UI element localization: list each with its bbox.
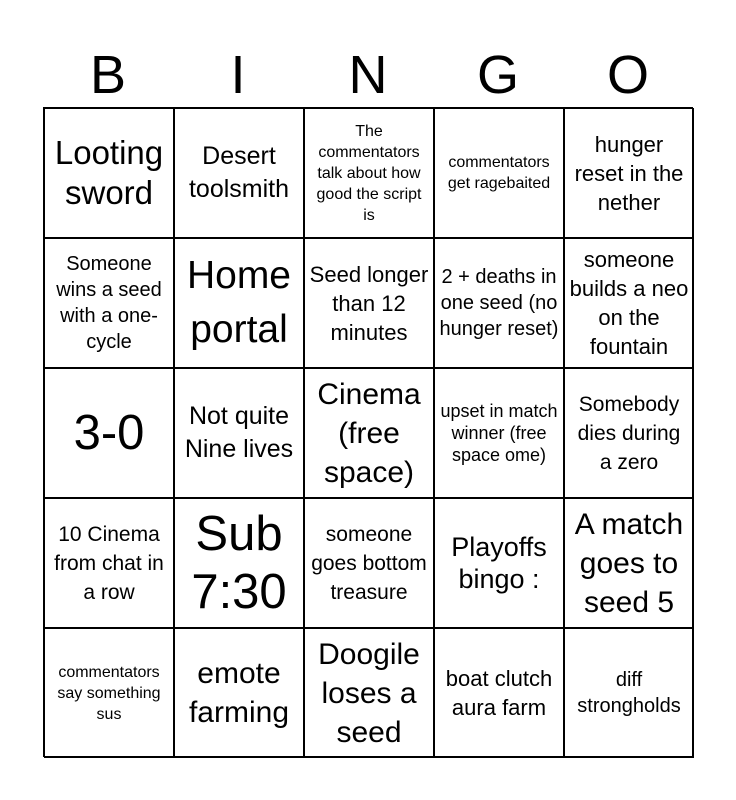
- cell-text: someone builds a neo on the fountain: [569, 247, 689, 359]
- cell-text: diff strongholds: [577, 669, 681, 717]
- bingo-header: [43, 40, 693, 110]
- bingo-cell[interactable]: [304, 628, 434, 758]
- cell-text: Playoffs bingo :: [451, 532, 547, 594]
- cell-text: Desert toolsmith: [188, 142, 290, 203]
- cell-text: Looting sword: [54, 134, 164, 211]
- bingo-cell[interactable]: [434, 238, 564, 368]
- header-letter-g: G: [476, 45, 519, 105]
- bingo-cell[interactable]: [174, 238, 304, 368]
- header-letter-i: I: [230, 45, 246, 105]
- bingo-cell[interactable]: [564, 628, 694, 758]
- bingo-cell[interactable]: [174, 368, 304, 498]
- cell-text: A match goes to seed 5: [574, 507, 684, 619]
- bingo-cell[interactable]: [44, 628, 174, 758]
- cell-text: 10 Cinema from chat in a row: [54, 522, 164, 604]
- cell-text: 3-0: [73, 406, 145, 460]
- bingo-cell[interactable]: [564, 368, 694, 498]
- cell-text: upset in match winner (free space ome): [440, 401, 558, 465]
- header-letter-b: B: [89, 45, 127, 105]
- cell-text: Somebody dies during a zero: [577, 392, 681, 474]
- bingo-cell[interactable]: [564, 238, 694, 368]
- bingo-cell[interactable]: [304, 238, 434, 368]
- cell-text: Someone wins a seed with a one-cycle: [56, 253, 162, 353]
- cell-text: Home portal: [186, 254, 292, 351]
- cell-text: hunger reset in the nether: [574, 131, 684, 215]
- bingo-cell[interactable]: [44, 368, 174, 498]
- bingo-cell[interactable]: [174, 628, 304, 758]
- cell-text: The commentators talk about how good the script is: [316, 122, 422, 224]
- bingo-cell[interactable]: [174, 108, 304, 238]
- bingo-cell[interactable]: [44, 498, 174, 628]
- header-letter-o: O: [606, 45, 649, 105]
- bingo-cell[interactable]: [304, 368, 434, 498]
- header-letter-n: N: [348, 45, 388, 105]
- cell-text: 2 + deaths in one seed (no hunger reset): [439, 266, 559, 340]
- cell-text: someone goes bottom treasure: [311, 522, 427, 604]
- cell-text: Seed longer than 12 minutes: [309, 261, 429, 345]
- cell-text: Cinema (free space): [317, 377, 421, 489]
- cell-text: commentators get ragebaited: [447, 154, 551, 192]
- bingo-cell[interactable]: [44, 238, 174, 368]
- cell-text: Doogile loses a seed: [318, 637, 420, 749]
- cell-text: emote farming: [188, 657, 290, 729]
- cell-text: boat clutch aura farm: [445, 666, 553, 720]
- bingo-cell[interactable]: [304, 108, 434, 238]
- bingo-cell[interactable]: [434, 108, 564, 238]
- cell-text: Sub 7:30: [191, 507, 287, 619]
- bingo-cell[interactable]: [174, 498, 304, 628]
- bingo-cell[interactable]: [304, 498, 434, 628]
- bingo-cell[interactable]: [434, 628, 564, 758]
- bingo-cell[interactable]: [564, 498, 694, 628]
- bingo-grid: [43, 107, 693, 757]
- cell-text: Not quite Nine lives: [184, 402, 294, 463]
- bingo-cell[interactable]: [44, 108, 174, 238]
- bingo-cell[interactable]: [564, 108, 694, 238]
- bingo-cell[interactable]: [434, 368, 564, 498]
- cell-text: commentators say something sus: [57, 663, 161, 723]
- bingo-cell[interactable]: [434, 498, 564, 628]
